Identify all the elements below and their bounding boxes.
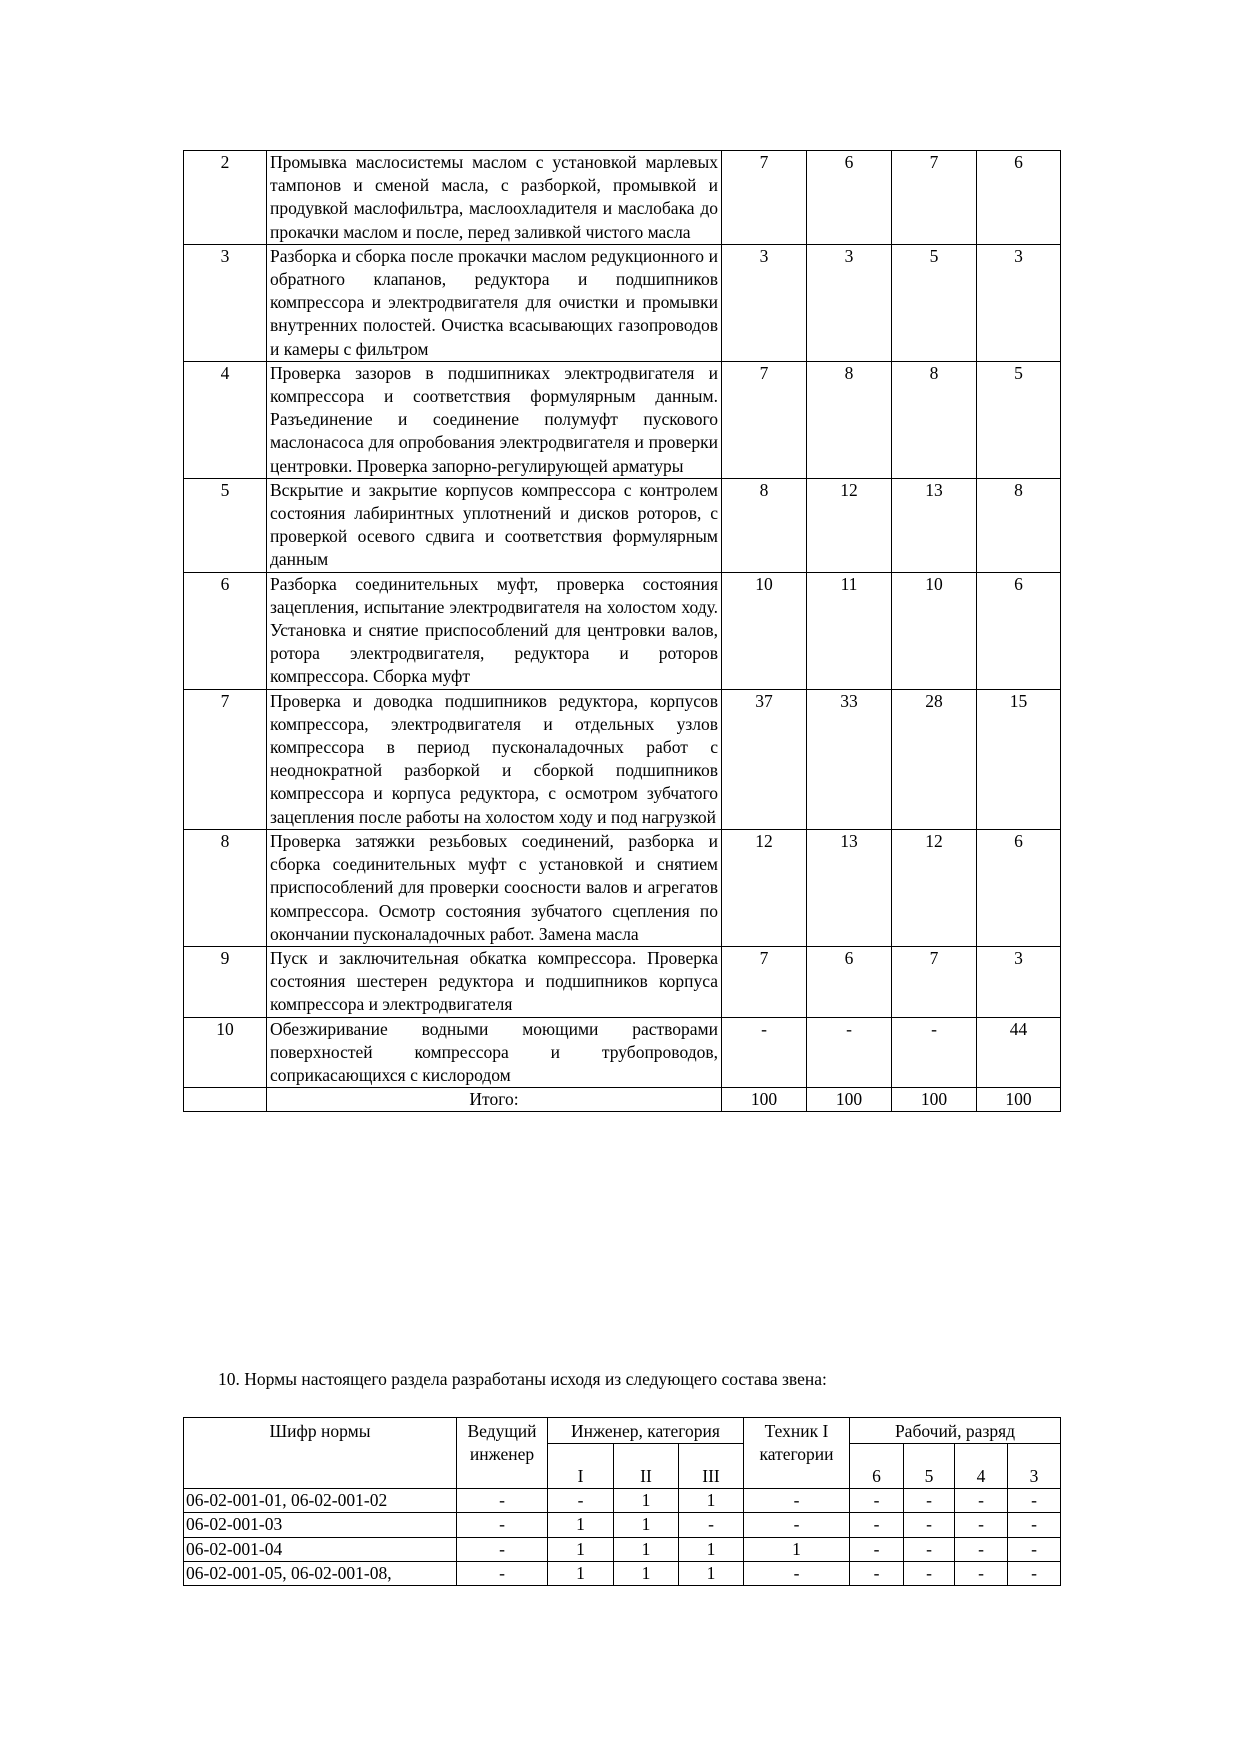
technician-count: - bbox=[744, 1489, 850, 1513]
lead-engineer-count: - bbox=[457, 1561, 548, 1585]
works-total-row bbox=[184, 1088, 1061, 1112]
worker-grade-3-count: - bbox=[1008, 1489, 1061, 1513]
worker-grade-4-count: - bbox=[955, 1489, 1008, 1513]
value-3: 12 bbox=[892, 829, 977, 946]
table-row bbox=[184, 1489, 1061, 1513]
header-engineer-category: Инженер, категория bbox=[548, 1418, 744, 1444]
header-worker-grade-4: 4 bbox=[955, 1444, 1008, 1489]
works-table-body bbox=[184, 151, 1061, 1112]
technician-count: 1 bbox=[744, 1537, 850, 1561]
engineer-cat-3-count: 1 bbox=[679, 1561, 744, 1585]
value-3: - bbox=[892, 1017, 977, 1088]
value-1: 7 bbox=[722, 151, 807, 245]
value-1: 10 bbox=[722, 572, 807, 689]
value-2: - bbox=[807, 1017, 892, 1088]
engineer-cat-1-count: 1 bbox=[548, 1513, 614, 1537]
worker-grade-3-count: - bbox=[1008, 1537, 1061, 1561]
work-description: Обезжиривание водными моющими растворами поверхностей компрессора и трубопроводов, соприкасающихся с кислородом bbox=[267, 1017, 722, 1088]
work-description: Разборка соединительных муфт, проверка состояния зацепления, испытание электродвигателя на холостом ходу. Установка и снятие приспособлений для центровки валов, ротора электродвигателя, редуктора и роторов компрессора. Сборка муфт bbox=[267, 572, 722, 689]
work-description: Пуск и заключительная обкатка компрессора. Проверка состояния шестерен редуктора и подшипников корпуса компрессора и электродвигателя bbox=[267, 946, 722, 1017]
value-4: 6 bbox=[977, 829, 1061, 946]
header-technician: Техник I категории bbox=[744, 1418, 850, 1489]
works-total-value-1: 100 bbox=[722, 1088, 807, 1112]
crew-table-body bbox=[184, 1418, 1061, 1586]
table-row bbox=[184, 829, 1061, 946]
work-description: Вскрытие и закрытие корпусов компрессора с контролем состояния лабиринтных уплотнений и дисков роторов, с проверкой осевого сдвига и соответствия формулярным данным bbox=[267, 478, 722, 572]
engineer-cat-3-count: 1 bbox=[679, 1537, 744, 1561]
worker-grade-4-count: - bbox=[955, 1561, 1008, 1585]
works-total-value-3: 100 bbox=[892, 1088, 977, 1112]
worker-grade-5-count: - bbox=[904, 1489, 955, 1513]
works-total-value-2: 100 bbox=[807, 1088, 892, 1112]
table-row bbox=[184, 946, 1061, 1017]
value-1: - bbox=[722, 1017, 807, 1088]
worker-grade-4-count: - bbox=[955, 1537, 1008, 1561]
value-2: 6 bbox=[807, 151, 892, 245]
value-1: 12 bbox=[722, 829, 807, 946]
lead-engineer-count: - bbox=[457, 1489, 548, 1513]
work-description: Проверка зазоров в подшипниках электродвигателя и компрессора и соответствия формулярным данным. Разъединение и соединение полумуфт пускового маслонасоса для опробования электродвигателя и проверки центровки. Проверка запорно-регулирующей арматуры bbox=[267, 361, 722, 478]
value-2: 12 bbox=[807, 478, 892, 572]
lead-engineer-count: - bbox=[457, 1513, 548, 1537]
value-3: 7 bbox=[892, 946, 977, 1017]
technician-count: - bbox=[744, 1561, 850, 1585]
row-number: 6 bbox=[184, 572, 267, 689]
norm-code: 06-02-001-01, 06-02-001-02 bbox=[184, 1489, 457, 1513]
table-row bbox=[184, 478, 1061, 572]
row-number: 4 bbox=[184, 361, 267, 478]
value-1: 3 bbox=[722, 244, 807, 361]
engineer-cat-1-count: 1 bbox=[548, 1561, 614, 1585]
value-2: 3 bbox=[807, 244, 892, 361]
value-2: 33 bbox=[807, 689, 892, 829]
header-engineer-cat-3: III bbox=[679, 1444, 744, 1489]
worker-grade-6-count: - bbox=[850, 1489, 904, 1513]
work-description: Проверка и доводка подшипников редуктора, корпусов компрессора, электродвигателя и отдельных узлов компрессора в период пусконаладочных работ с неоднократной разборкой и сборкой подшипников компрессора и корпуса редуктора, с осмотром зубчатого зацепления после работы на холостом ходу и под нагрузкой bbox=[267, 689, 722, 829]
engineer-cat-2-count: 1 bbox=[614, 1489, 679, 1513]
value-2: 6 bbox=[807, 946, 892, 1017]
engineer-cat-1-count: - bbox=[548, 1489, 614, 1513]
header-lead-engineer: Ведущий инженер bbox=[457, 1418, 548, 1489]
worker-grade-6-count: - bbox=[850, 1513, 904, 1537]
norm-code: 06-02-001-05, 06-02-001-08, bbox=[184, 1561, 457, 1585]
engineer-cat-3-count: 1 bbox=[679, 1489, 744, 1513]
engineer-cat-2-count: 1 bbox=[614, 1513, 679, 1537]
worker-grade-4-count: - bbox=[955, 1513, 1008, 1537]
value-1: 7 bbox=[722, 361, 807, 478]
works-total-label: Итого: bbox=[267, 1088, 722, 1112]
table-row bbox=[184, 361, 1061, 478]
engineer-cat-2-count: 1 bbox=[614, 1561, 679, 1585]
value-4: 44 bbox=[977, 1017, 1061, 1088]
work-description: Разборка и сборка после прокачки маслом редукционного и обратного клапанов, редуктора и подшипников компрессора и электродвигателя для очистки и промывки внутренних полостей. Очистка всасывающих газопроводов и камеры с фильтром bbox=[267, 244, 722, 361]
row-number: 8 bbox=[184, 829, 267, 946]
worker-grade-6-count: - bbox=[850, 1561, 904, 1585]
header-worker-grade-5: 5 bbox=[904, 1444, 955, 1489]
value-4: 3 bbox=[977, 946, 1061, 1017]
header-engineer-cat-1: I bbox=[548, 1444, 614, 1489]
row-number: 9 bbox=[184, 946, 267, 1017]
worker-grade-5-count: - bbox=[904, 1513, 955, 1537]
value-4: 5 bbox=[977, 361, 1061, 478]
work-description: Промывка маслосистемы маслом с установкой марлевых тампонов и сменой масла, с разборкой, промывкой и продувкой маслофильтра, маслоохладителя и маслобака до прокачки маслом и после, перед заливкой чистого масла bbox=[267, 151, 722, 245]
value-2: 13 bbox=[807, 829, 892, 946]
value-1: 37 bbox=[722, 689, 807, 829]
value-3: 5 bbox=[892, 244, 977, 361]
value-3: 28 bbox=[892, 689, 977, 829]
worker-grade-6-count: - bbox=[850, 1537, 904, 1561]
work-description: Проверка затяжки резьбовых соединений, разборка и сборка соединительных муфт с установкой и снятием приспособлений для проверки соосности валов и агрегатов компрессора. Осмотр состояния зубчатого сцепления по окончании пусконаладочных работ. Замена масла bbox=[267, 829, 722, 946]
table-row bbox=[184, 689, 1061, 829]
header-worker-grade-3: 3 bbox=[1008, 1444, 1061, 1489]
value-4: 8 bbox=[977, 478, 1061, 572]
table-row bbox=[184, 1537, 1061, 1561]
table-row bbox=[184, 572, 1061, 689]
engineer-cat-1-count: 1 bbox=[548, 1537, 614, 1561]
worker-grade-5-count: - bbox=[904, 1537, 955, 1561]
table-row bbox=[184, 1561, 1061, 1585]
crew-composition-paragraph: 10. Нормы настоящего раздела разработаны исходя из следующего состава звена: bbox=[218, 1369, 827, 1389]
value-2: 8 bbox=[807, 361, 892, 478]
header-engineer-cat-2: II bbox=[614, 1444, 679, 1489]
row-number: 3 bbox=[184, 244, 267, 361]
technician-count: - bbox=[744, 1513, 850, 1537]
value-3: 7 bbox=[892, 151, 977, 245]
header-worker-grade-6: 6 bbox=[850, 1444, 904, 1489]
value-3: 8 bbox=[892, 361, 977, 478]
table-row bbox=[184, 244, 1061, 361]
works-total-value-4: 100 bbox=[977, 1088, 1061, 1112]
engineer-cat-3-count: - bbox=[679, 1513, 744, 1537]
worker-grade-3-count: - bbox=[1008, 1513, 1061, 1537]
value-4: 6 bbox=[977, 572, 1061, 689]
norm-code: 06-02-001-04 bbox=[184, 1537, 457, 1561]
row-number: 5 bbox=[184, 478, 267, 572]
row-number: 7 bbox=[184, 689, 267, 829]
row-number: 10 bbox=[184, 1017, 267, 1088]
norm-code: 06-02-001-03 bbox=[184, 1513, 457, 1537]
engineer-cat-2-count: 1 bbox=[614, 1537, 679, 1561]
value-4: 3 bbox=[977, 244, 1061, 361]
crew-composition-table bbox=[183, 1417, 1061, 1586]
works-total-num-cell bbox=[184, 1088, 267, 1112]
table-row bbox=[184, 151, 1061, 245]
worker-grade-5-count: - bbox=[904, 1561, 955, 1585]
worker-grade-3-count: - bbox=[1008, 1561, 1061, 1585]
table-row bbox=[184, 1017, 1061, 1088]
value-4: 6 bbox=[977, 151, 1061, 245]
crew-header-row bbox=[184, 1418, 1061, 1444]
value-4: 15 bbox=[977, 689, 1061, 829]
row-number: 2 bbox=[184, 151, 267, 245]
value-1: 7 bbox=[722, 946, 807, 1017]
value-3: 10 bbox=[892, 572, 977, 689]
table-row bbox=[184, 1513, 1061, 1537]
works-table bbox=[183, 150, 1061, 1112]
header-code: Шифр нормы bbox=[184, 1418, 457, 1489]
lead-engineer-count: - bbox=[457, 1537, 548, 1561]
value-2: 11 bbox=[807, 572, 892, 689]
value-3: 13 bbox=[892, 478, 977, 572]
value-1: 8 bbox=[722, 478, 807, 572]
header-worker-grade: Рабочий, разряд bbox=[850, 1418, 1061, 1444]
